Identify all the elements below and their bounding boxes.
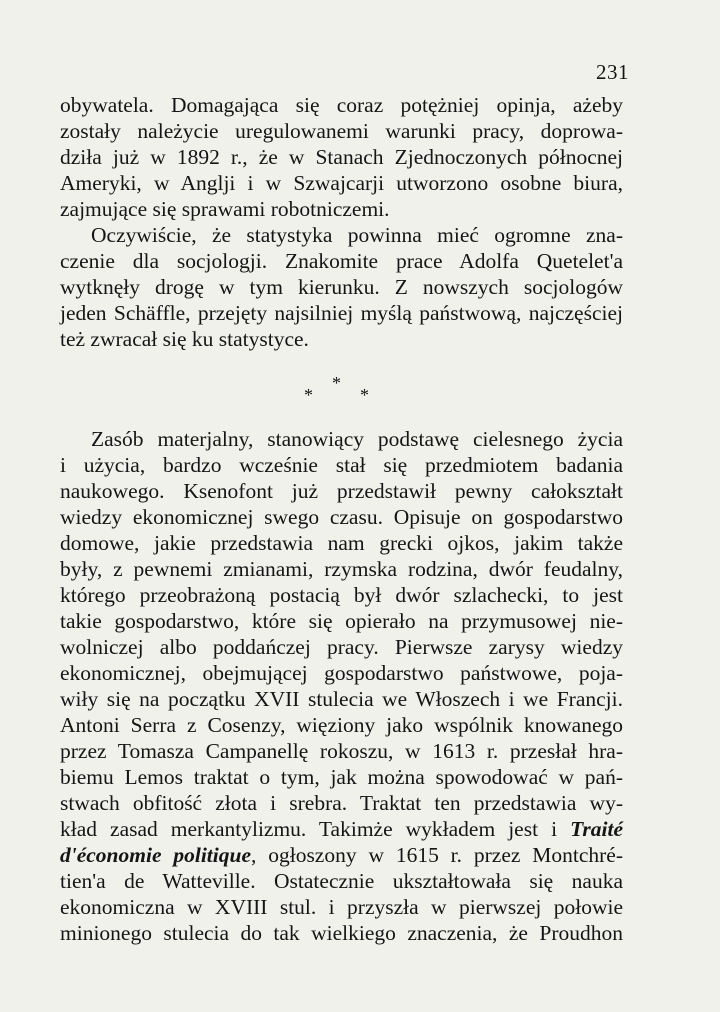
text-line: były, z pewnemi zmianami, rzymska rodzina, dwór feudalny, xyxy=(60,557,623,581)
text-line: zajmujące się sprawami robotniczemi. xyxy=(60,197,390,221)
text-line: domowe, jakie przedstawia nam grecki ojkos, jakim także xyxy=(60,531,623,555)
text-line: wolniczej albo poddańczej pracy. Pierwsze zarysy wiedzy xyxy=(60,635,623,659)
text-line: zostały należycie uregulowanemi warunki pracy, doprowa- xyxy=(60,119,623,143)
text-line: jeden Schäffle, przejęty najsilniej myślą państwową, najczęściej xyxy=(60,301,623,325)
text-line: wiedzy ekonomicznej swego czasu. Opisuje on gospodarstwo xyxy=(60,505,623,529)
text-line: przez Tomasza Campanellę rokoszu, w 1613 r. przesłał hra- xyxy=(60,739,623,763)
text-line: ekonomicznej, obejmującej gospodarstwo państwowe, poja- xyxy=(60,661,623,685)
asterisk: * xyxy=(360,385,369,405)
text-line: wiły się na początku XVII stulecia we Włoszech i we Francji. xyxy=(60,687,623,711)
asterisk: * xyxy=(332,373,341,393)
text-line: czenie dla socjologji. Znakomite prace Adolfa Quetelet'a xyxy=(60,249,623,273)
text-line: też zwracał się ku statystyce. xyxy=(60,327,309,351)
text-fragment: kład zasad merkantylizmu. Takimże wykładem jest i xyxy=(60,817,558,841)
text-line: tien'a de Watteville. Ostatecznie ukształtowała się nauka xyxy=(60,869,623,893)
text-line: dziła już w 1892 r., że w Stanach Zjednoczonych północnej xyxy=(60,145,623,169)
text-line: biemu Lemos traktat o tym, jak można spowodować w pań- xyxy=(60,765,623,789)
text-line: Oczywiście, że statystyka powinna mieć ogromne zna- xyxy=(91,223,623,247)
text-line: takie gospodarstwo, które się opierało na przymusowej nie- xyxy=(60,609,623,633)
page-number: 231 xyxy=(596,60,629,84)
text-line: minionego stulecia do tak wielkiego znaczenia, że Proudhon xyxy=(60,921,623,945)
asterisk: * xyxy=(304,385,313,405)
text-line: stwach obfitość złota i srebra. Traktat ten przedstawia wy- xyxy=(60,791,623,815)
text-line: ekonomiczna w XVIII stul. i przyszła w pierwszej połowie xyxy=(60,895,623,919)
text-line: Antoni Serra z Cosenzy, więziony jako wspólnik knowanego xyxy=(60,713,623,737)
text-line: wytknęły drogę w tym kierunku. Z nowszych socjologów xyxy=(60,275,623,299)
text-line: Zasób materjalny, stanowiący podstawę cielesnego życia xyxy=(91,427,623,451)
text-line: naukowego. Ksenofont już przedstawił pewny całokształt xyxy=(60,479,623,503)
section-asterism xyxy=(298,374,378,404)
text-fragment: , ogłoszony w 1615 r. przez Montchré- xyxy=(251,843,623,867)
text-line: obywatela. Domagająca się coraz potężniej opinja, ażeby xyxy=(60,93,623,117)
text-line: i użycia, bardzo wcześnie stał się przedmiotem badania xyxy=(60,453,623,477)
text-line xyxy=(60,842,623,868)
text-line xyxy=(60,816,623,842)
text-line: którego przeobrażoną postacią był dwór szlachecki, to jest xyxy=(60,583,623,607)
italic-title: d'économie politique xyxy=(60,843,251,867)
italic-title: Traité xyxy=(570,817,624,841)
text-line: Ameryki, w Anglji i w Szwajcarji utworzono osobne biura, xyxy=(60,171,623,195)
